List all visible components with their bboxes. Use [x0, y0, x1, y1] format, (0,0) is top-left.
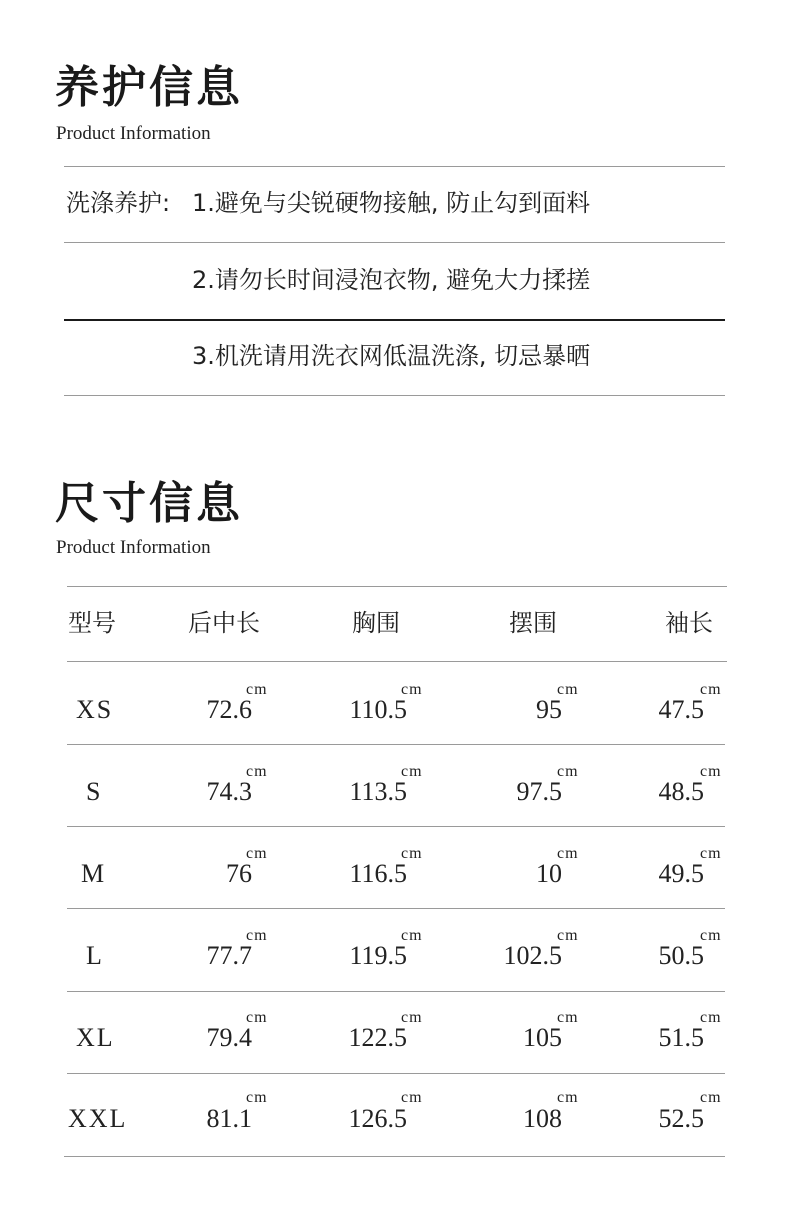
header-sleeve: 袖长 — [665, 609, 713, 637]
measurement-value: 122.5 — [348, 1023, 407, 1052]
care-label: 洗涤养护: — [66, 189, 171, 217]
measurement-value: 77.7 — [206, 941, 252, 970]
care-item-2: 2.请勿长时间浸泡衣物, 避免大力揉搓 — [192, 266, 591, 294]
header-chest: 胸围 — [352, 609, 400, 637]
measurement-value: 119.5 — [349, 941, 407, 970]
care-item-3: 3.机洗请用洗衣网低温洗涤, 切忌暴晒 — [192, 342, 591, 370]
unit-label: cm — [557, 1089, 579, 1106]
unit-label: cm — [401, 763, 423, 780]
measurement-value: 76 — [226, 859, 252, 888]
size-cell: S — [86, 777, 103, 806]
unit-label: cm — [557, 681, 579, 698]
measurement-value: 51.5 — [658, 1023, 704, 1052]
measurement-value: 47.5 — [658, 695, 704, 724]
care-divider-2 — [64, 242, 725, 243]
unit-label: cm — [557, 845, 579, 862]
size-cell: XXL — [68, 1104, 128, 1133]
unit-label: cm — [401, 1009, 423, 1026]
measurement-value: 72.6 — [206, 695, 252, 724]
care-subtitle: Product Information — [56, 123, 211, 144]
measurement-value: 108 — [523, 1104, 562, 1133]
header-divider — [67, 661, 727, 662]
size-cell: L — [86, 941, 104, 970]
measurement-value: 97.5 — [516, 777, 562, 806]
row-divider — [67, 1073, 725, 1074]
measurement-value: 49.5 — [658, 859, 704, 888]
row-divider — [67, 991, 725, 992]
unit-label: cm — [401, 927, 423, 944]
size-cell: XS — [76, 695, 114, 724]
measurement-value: 10 — [536, 859, 562, 888]
size-subtitle: Product Information — [56, 537, 211, 558]
size-cell: XL — [76, 1023, 115, 1052]
unit-label: cm — [246, 1089, 268, 1106]
row-divider — [67, 908, 725, 909]
measurement-value: 102.5 — [503, 941, 562, 970]
size-cell: M — [81, 859, 107, 888]
care-divider-4 — [64, 395, 725, 396]
measurement-value: 48.5 — [658, 777, 704, 806]
header-back-length: 后中长 — [188, 609, 260, 637]
measurement-value: 105 — [523, 1023, 562, 1052]
size-title: 尺寸信息 — [55, 478, 243, 529]
measurement-value: 52.5 — [658, 1104, 704, 1133]
unit-label: cm — [700, 927, 722, 944]
unit-label: cm — [246, 681, 268, 698]
unit-label: cm — [700, 1009, 722, 1026]
measurement-value: 81.1 — [206, 1104, 252, 1133]
row-divider — [67, 744, 725, 745]
care-title: 养护信息 — [55, 62, 243, 113]
measurement-value: 74.3 — [206, 777, 252, 806]
unit-label: cm — [246, 763, 268, 780]
unit-label: cm — [700, 845, 722, 862]
care-divider-3 — [64, 319, 725, 321]
unit-label: cm — [557, 927, 579, 944]
unit-label: cm — [700, 681, 722, 698]
unit-label: cm — [557, 763, 579, 780]
care-item-1: 1.避免与尖锐硬物接触, 防止勾到面料 — [192, 189, 591, 217]
measurement-value: 110.5 — [349, 695, 407, 724]
care-divider-1 — [64, 166, 725, 167]
measurement-value: 126.5 — [348, 1104, 407, 1133]
measurement-value: 50.5 — [658, 941, 704, 970]
measurement-value: 113.5 — [349, 777, 407, 806]
unit-label: cm — [246, 1009, 268, 1026]
unit-label: cm — [401, 845, 423, 862]
unit-label: cm — [557, 1009, 579, 1026]
unit-label: cm — [401, 1089, 423, 1106]
measurement-value: 116.5 — [349, 859, 407, 888]
row-divider — [67, 826, 725, 827]
unit-label: cm — [246, 845, 268, 862]
unit-label: cm — [401, 681, 423, 698]
unit-label: cm — [700, 763, 722, 780]
measurement-value: 95 — [536, 695, 562, 724]
unit-label: cm — [246, 927, 268, 944]
table-top-line — [67, 586, 727, 587]
row-divider — [64, 1156, 725, 1157]
header-model: 型号 — [68, 609, 116, 637]
header-hem: 摆围 — [509, 609, 557, 637]
unit-label: cm — [700, 1089, 722, 1106]
measurement-value: 79.4 — [206, 1023, 252, 1052]
